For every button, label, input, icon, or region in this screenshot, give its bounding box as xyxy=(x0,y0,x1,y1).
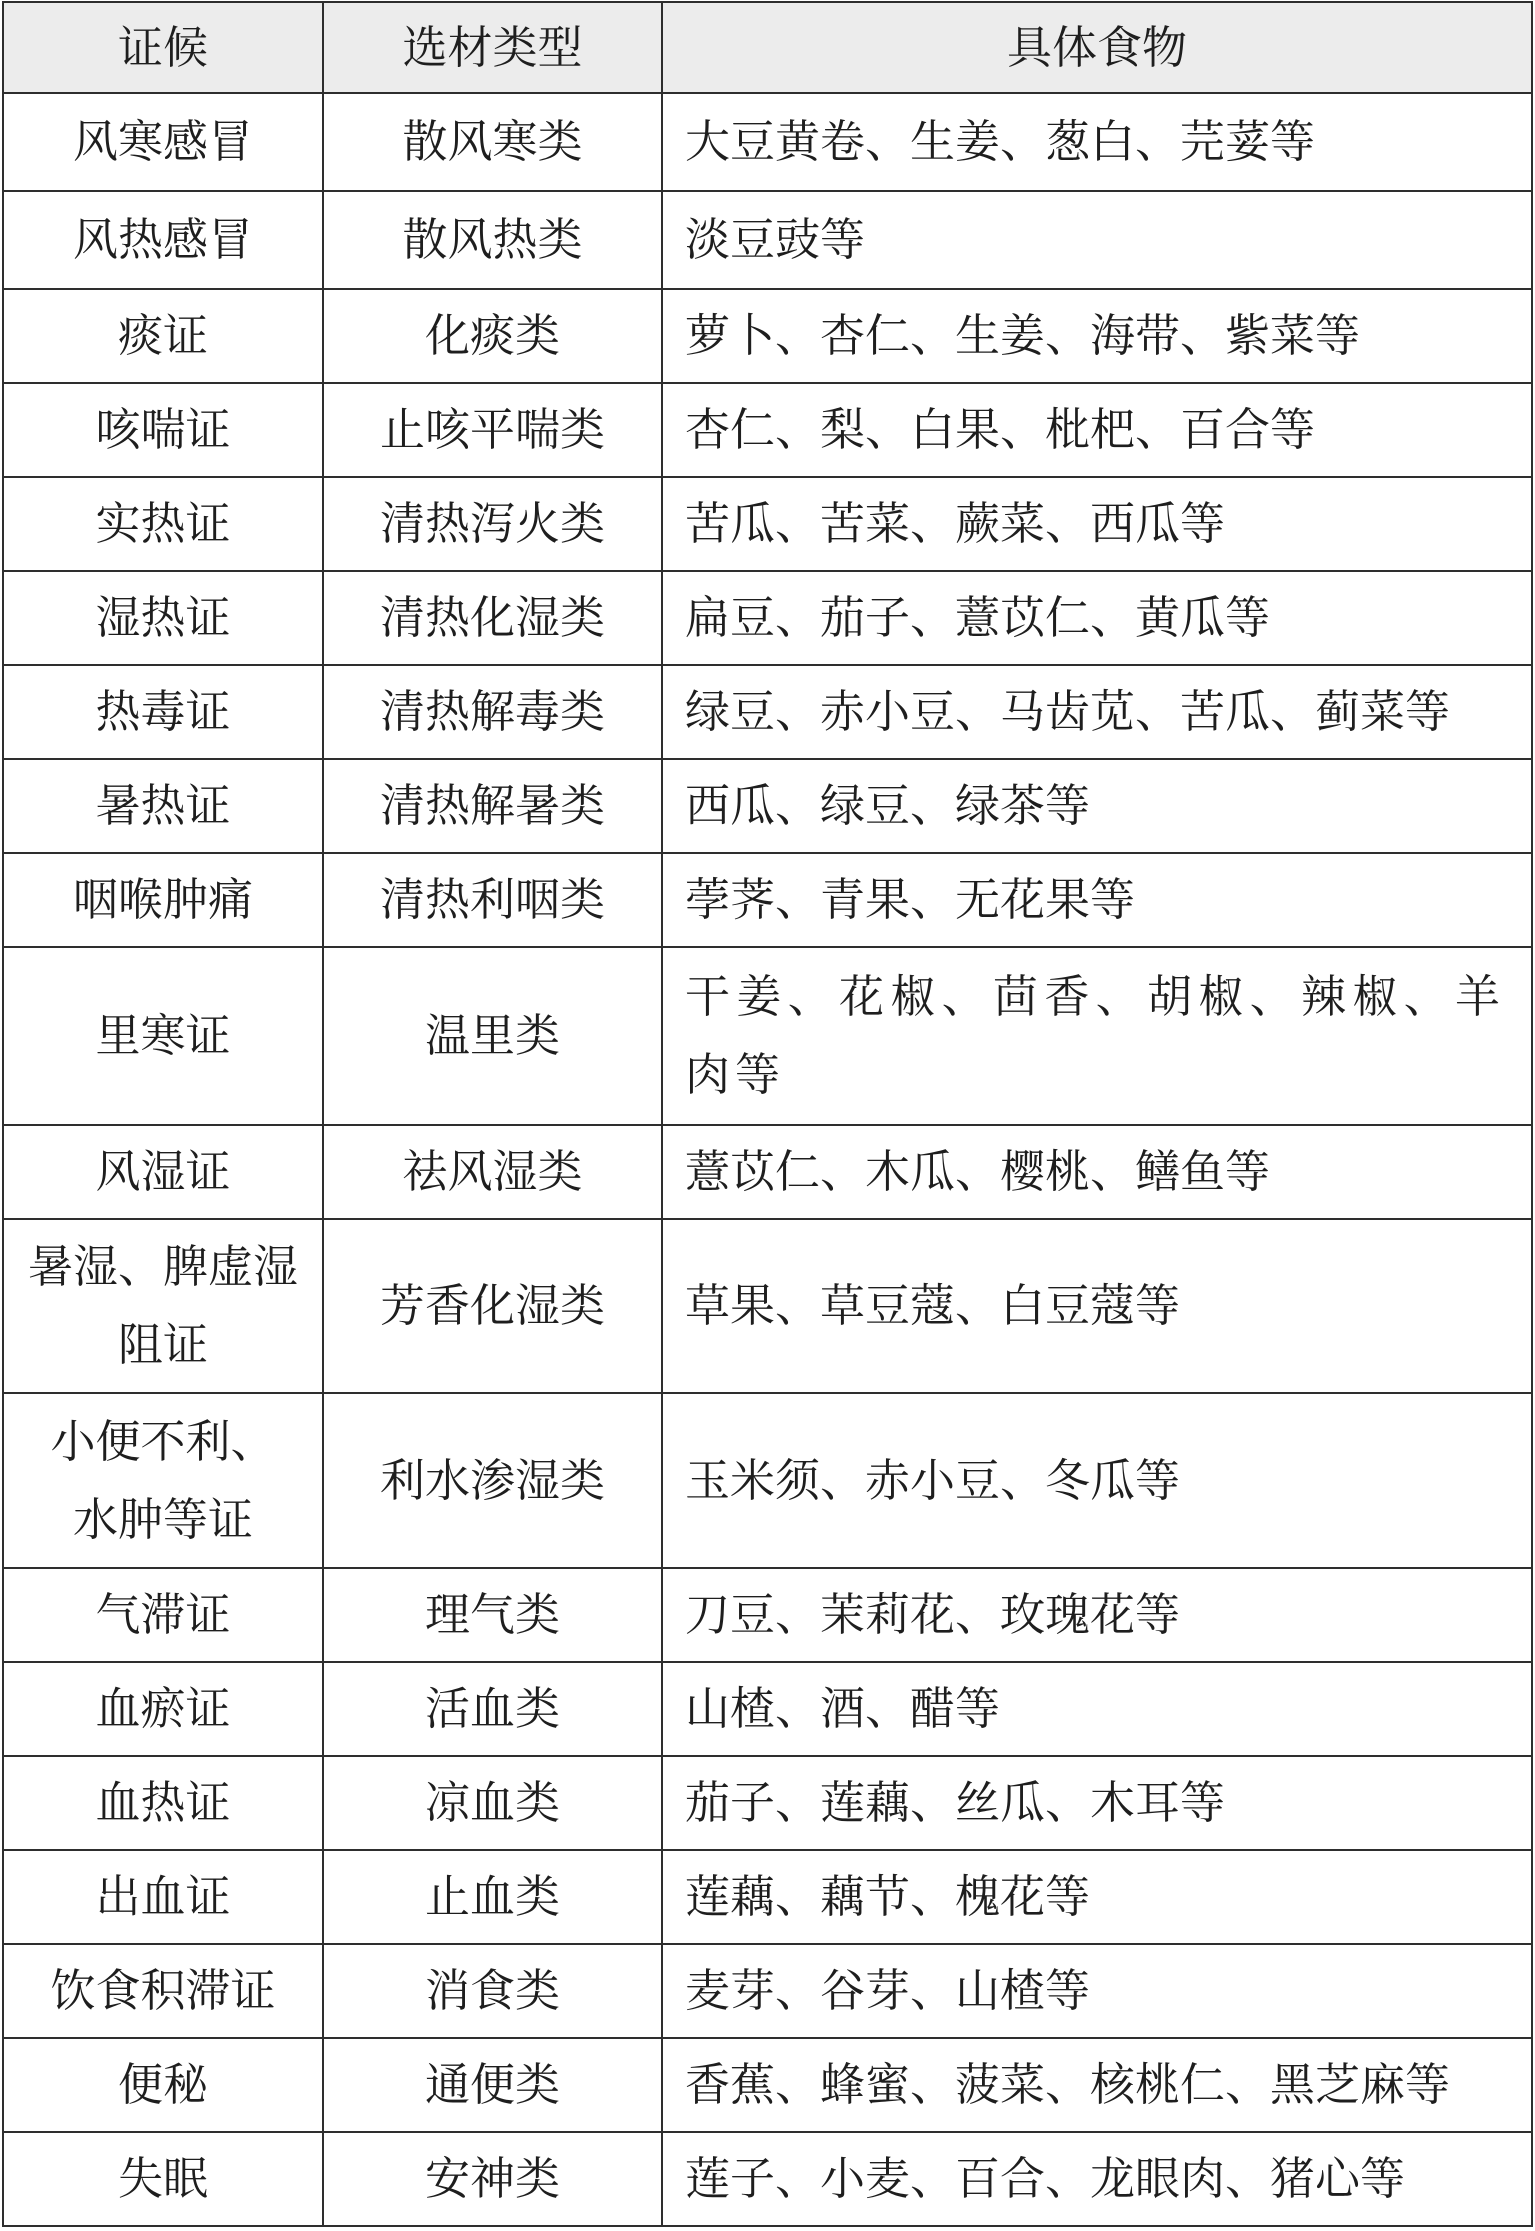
foods-text: 大豆黄卷、生姜、葱白、芫荽等 xyxy=(685,115,1316,168)
syndrome-cell xyxy=(4,290,324,384)
foods-cell xyxy=(663,1569,1533,1663)
category-cell xyxy=(324,948,663,1126)
syndrome-text: 血热证 xyxy=(95,1776,231,1829)
foods-text: 山楂、酒、醋等 xyxy=(685,1682,1001,1735)
category-cell xyxy=(324,1757,663,1851)
category-cell xyxy=(324,1220,663,1394)
category-cell xyxy=(324,854,663,948)
syndrome-cell xyxy=(4,1126,324,1220)
category-cell xyxy=(324,384,663,478)
syndrome-cell xyxy=(4,384,324,478)
foods-cell xyxy=(663,478,1533,572)
foods-cell xyxy=(663,572,1533,666)
syndrome-text: 风热感冒 xyxy=(72,213,253,266)
foods-cell xyxy=(663,1945,1533,2039)
foods-text: 刀豆、茉莉花、玫瑰花等 xyxy=(685,1588,1181,1641)
syndrome-cell xyxy=(4,2039,324,2133)
foods-cell xyxy=(663,760,1533,854)
header-cell-category xyxy=(324,3,663,94)
foods-cell xyxy=(663,290,1533,384)
foods-text: 西瓜、绿豆、绿茶等 xyxy=(685,779,1091,832)
category-cell xyxy=(324,1945,663,2039)
category-text: 清热泻火类 xyxy=(379,497,605,550)
foods-text: 荸荠、青果、无花果等 xyxy=(685,873,1136,926)
syndrome-text: 饮食积滞证 xyxy=(50,1964,276,2017)
category-cell xyxy=(324,1569,663,1663)
header-syndrome-label: 证候 xyxy=(117,20,208,74)
syndrome-text: 便秘 xyxy=(117,2058,208,2111)
syndrome-cell xyxy=(4,760,324,854)
foods-text: 干姜、花椒、茴香、胡椒、辣椒、羊肉等 xyxy=(685,970,1505,1101)
category-text: 凉血类 xyxy=(424,1776,560,1829)
food-selection-table xyxy=(2,1,1533,2227)
syndrome-cell xyxy=(4,192,324,290)
syndrome-cell xyxy=(4,1569,324,1663)
syndrome-text: 气滞证 xyxy=(95,1588,231,1641)
foods-cell xyxy=(663,1757,1533,1851)
syndrome-cell xyxy=(4,1945,324,2039)
syndrome-cell xyxy=(4,478,324,572)
category-cell xyxy=(324,1663,663,1757)
header-cell-syndrome xyxy=(4,3,324,94)
foods-text: 麦芽、谷芽、山楂等 xyxy=(685,1964,1091,2017)
foods-cell xyxy=(663,2039,1533,2133)
syndrome-text: 湿热证 xyxy=(95,591,231,644)
category-cell xyxy=(324,2039,663,2133)
foods-cell xyxy=(663,948,1533,1126)
foods-cell xyxy=(663,1220,1533,1394)
syndrome-cell xyxy=(4,948,324,1126)
syndrome-cell xyxy=(4,854,324,948)
category-text: 活血类 xyxy=(424,1682,560,1735)
category-cell xyxy=(324,760,663,854)
syndrome-text: 咽喉肿痛 xyxy=(72,873,253,926)
foods-text: 莲藕、藕节、槐花等 xyxy=(685,1870,1091,1923)
syndrome-cell xyxy=(4,1394,324,1569)
category-text: 安神类 xyxy=(424,2152,560,2205)
category-cell xyxy=(324,1126,663,1220)
foods-text: 茄子、莲藕、丝瓜、木耳等 xyxy=(685,1776,1226,1829)
category-text: 消食类 xyxy=(424,1964,560,2017)
category-cell xyxy=(324,2133,663,2227)
syndrome-cell xyxy=(4,666,324,760)
category-cell xyxy=(324,1851,663,1945)
category-text: 清热化湿类 xyxy=(379,591,605,644)
syndrome-cell xyxy=(4,1663,324,1757)
syndrome-text: 风湿证 xyxy=(95,1145,231,1198)
foods-text: 草果、草豆蔻、白豆蔻等 xyxy=(685,1279,1181,1332)
category-cell xyxy=(324,290,663,384)
category-cell xyxy=(324,1394,663,1569)
category-cell xyxy=(324,94,663,192)
syndrome-text: 痰证 xyxy=(117,309,208,362)
foods-text: 莲子、小麦、百合、龙眼肉、猪心等 xyxy=(685,2152,1406,2205)
category-cell xyxy=(324,478,663,572)
syndrome-cell xyxy=(4,1851,324,1945)
category-text: 清热利咽类 xyxy=(379,873,605,926)
foods-cell xyxy=(663,1394,1533,1569)
foods-text: 绿豆、赤小豆、马齿苋、苦瓜、蓟菜等 xyxy=(685,685,1451,738)
syndrome-text: 里寒证 xyxy=(95,1009,231,1062)
category-text: 芳香化湿类 xyxy=(379,1279,605,1332)
category-text: 止血类 xyxy=(424,1870,560,1923)
category-text: 通便类 xyxy=(424,2058,560,2111)
category-text: 清热解毒类 xyxy=(379,685,605,738)
header-foods-label: 具体食物 xyxy=(1006,20,1187,74)
syndrome-text: 咳喘证 xyxy=(95,403,231,456)
syndrome-cell xyxy=(4,1220,324,1394)
syndrome-text: 失眠 xyxy=(117,2152,208,2205)
foods-text: 萝卜、杏仁、生姜、海带、紫菜等 xyxy=(685,309,1361,362)
foods-text: 香蕉、蜂蜜、菠菜、核桃仁、黑芝麻等 xyxy=(685,2058,1451,2111)
syndrome-text: 血瘀证 xyxy=(95,1682,231,1735)
foods-text: 玉米须、赤小豆、冬瓜等 xyxy=(685,1453,1181,1507)
foods-cell xyxy=(663,94,1533,192)
header-cell-foods xyxy=(663,3,1533,94)
syndrome-text: 暑热证 xyxy=(95,779,231,832)
syndrome-text: 小便不利、水肿等证 xyxy=(50,1414,276,1546)
foods-text: 扁豆、茄子、薏苡仁、黄瓜等 xyxy=(685,591,1271,644)
category-cell xyxy=(324,666,663,760)
syndrome-cell xyxy=(4,1757,324,1851)
syndrome-cell xyxy=(4,2133,324,2227)
category-text: 祛风湿类 xyxy=(402,1145,583,1198)
category-text: 理气类 xyxy=(424,1588,560,1641)
category-text: 利水渗湿类 xyxy=(379,1453,605,1507)
foods-cell xyxy=(663,854,1533,948)
category-text: 清热解暑类 xyxy=(379,779,605,832)
foods-text: 淡豆豉等 xyxy=(685,213,866,266)
category-text: 散风热类 xyxy=(402,213,583,266)
category-cell xyxy=(324,572,663,666)
foods-text: 杏仁、梨、白果、枇杷、百合等 xyxy=(685,403,1316,456)
syndrome-text: 热毒证 xyxy=(95,685,231,738)
category-text: 化痰类 xyxy=(424,309,560,362)
foods-cell xyxy=(663,1126,1533,1220)
foods-cell xyxy=(663,384,1533,478)
category-cell xyxy=(324,192,663,290)
foods-text: 薏苡仁、木瓜、樱桃、鳝鱼等 xyxy=(685,1145,1271,1198)
foods-text: 苦瓜、苦菜、蕨菜、西瓜等 xyxy=(685,497,1226,550)
syndrome-cell xyxy=(4,572,324,666)
foods-cell xyxy=(663,666,1533,760)
category-text: 散风寒类 xyxy=(402,115,583,168)
category-text: 止咳平喘类 xyxy=(379,403,605,456)
syndrome-text: 风寒感冒 xyxy=(72,115,253,168)
syndrome-cell xyxy=(4,94,324,192)
foods-cell xyxy=(663,1663,1533,1757)
syndrome-text: 出血证 xyxy=(95,1870,231,1923)
syndrome-text: 暑湿、脾虚湿阻证 xyxy=(27,1240,298,1371)
syndrome-text: 实热证 xyxy=(95,497,231,550)
foods-cell xyxy=(663,2133,1533,2227)
category-text: 温里类 xyxy=(424,1009,560,1062)
foods-cell xyxy=(663,192,1533,290)
header-category-label: 选材类型 xyxy=(402,20,583,74)
foods-cell xyxy=(663,1851,1533,1945)
